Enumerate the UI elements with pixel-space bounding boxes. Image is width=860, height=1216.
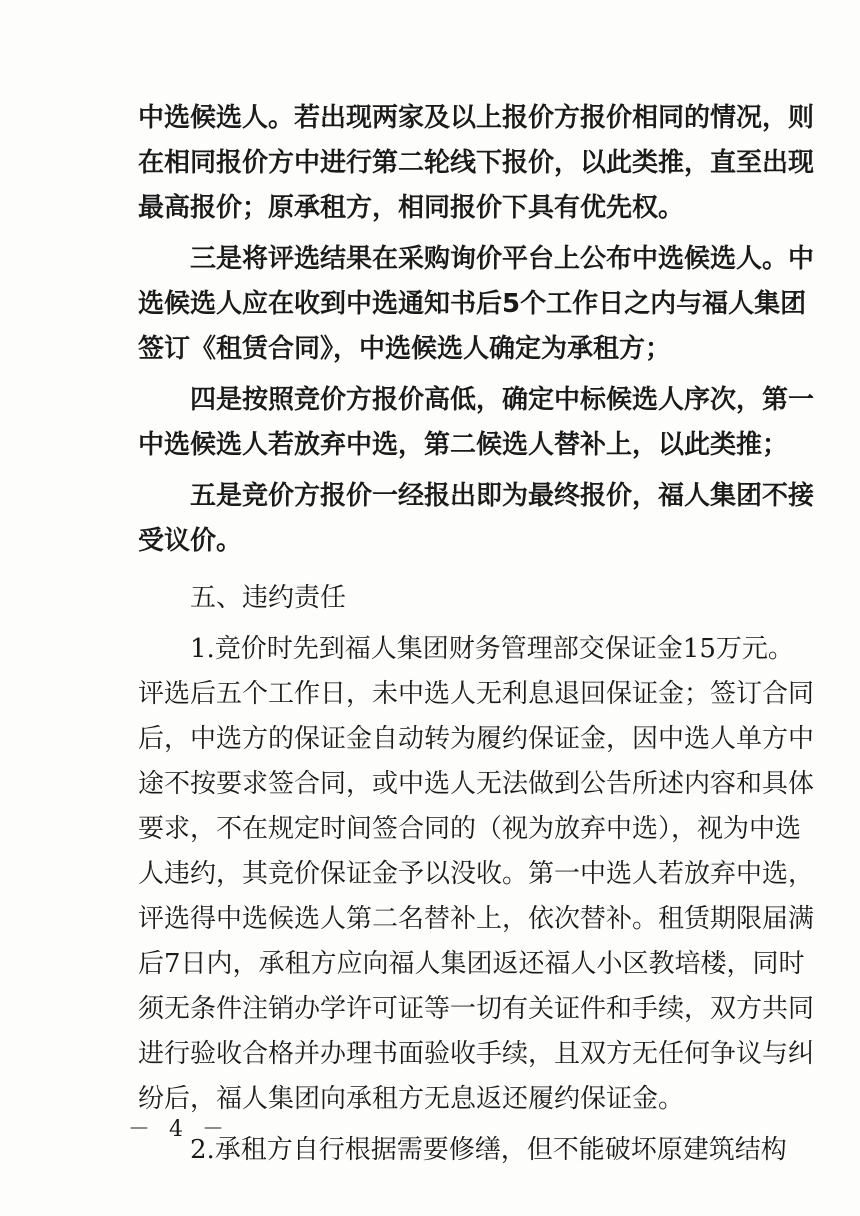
text-line: 四是按照竞价方报价高低，确定中标候选人序次，第一 [190, 385, 815, 415]
text-line: 受议价。 [138, 526, 243, 556]
text-line: 五是竞价方报价一经报出即为最终报价，福人集团不接 [190, 481, 815, 511]
paragraph-clause-1 [138, 627, 815, 1122]
text-line: 评选得中选候选人第二名替补上，依次替补。租赁期限届满 [138, 904, 815, 934]
text-line: 最高报价；原承租方，相同报价下具有优先权。 [138, 193, 685, 223]
paragraph-selection-rule [138, 96, 815, 231]
text-line: 人违约，其竞价保证金予以没收。第一中选人若放弃中选， [138, 859, 815, 889]
text-line: 进行验收合格并办理书面验收手续，且双方无任何争议与纠 [138, 1039, 815, 1069]
paragraph-item-five [138, 474, 815, 564]
text-line: 评选后五个工作日，未中选人无利息退回保证金；签订合同 [138, 679, 815, 709]
text-line: 签订《租赁合同》，中选候选人确定为承租方； [138, 334, 672, 364]
text-line: 中选候选人若放弃中选，第二候选人替补上，以此类推； [138, 430, 789, 460]
section-title: 五、违约责任 [190, 583, 347, 613]
section-heading-breach [138, 576, 738, 621]
text-line: 选候选人应在收到中选通知书后5个工作日之内与福人集团 [138, 289, 807, 319]
text-line: 在相同报价方中进行第二轮线下报价，以此类推，直至出现 [138, 148, 815, 178]
text-line: 后7日内，承租方应向福人集团返还福人小区教培楼，同时 [138, 949, 805, 979]
text-line: 要求，不在规定时间签合同的（视为放弃中选），视为中选 [138, 814, 802, 844]
text-line: 2.承租方自行根据需要修缮，但不能破坏原建筑结构 [190, 1135, 787, 1165]
text-line: 纷后，福人集团向承租方无息返还履约保证金。 [138, 1084, 685, 1114]
paragraph-item-three [138, 237, 815, 372]
page-number: － 4 － [128, 1117, 230, 1142]
document-body [138, 96, 815, 1173]
text-line: 途不按要求签合同，或中选人无法做到公告所述内容和具体 [138, 769, 815, 799]
text-line: 后，中选方的保证金自动转为履约保证金，因中选人单方中 [138, 724, 815, 754]
text-line: 须无条件注销办学许可证等一切有关证件和手续，双方共同 [138, 994, 815, 1024]
text-line: 三是将评选结果在采购询价平台上公布中选候选人。中 [190, 244, 815, 274]
text-line: 1.竞价时先到福人集团财务管理部交保证金15万元。 [190, 634, 794, 664]
text-line: 中选候选人。若出现两家及以上报价方报价相同的情况，则 [138, 103, 815, 133]
paragraph-item-four [138, 378, 815, 468]
